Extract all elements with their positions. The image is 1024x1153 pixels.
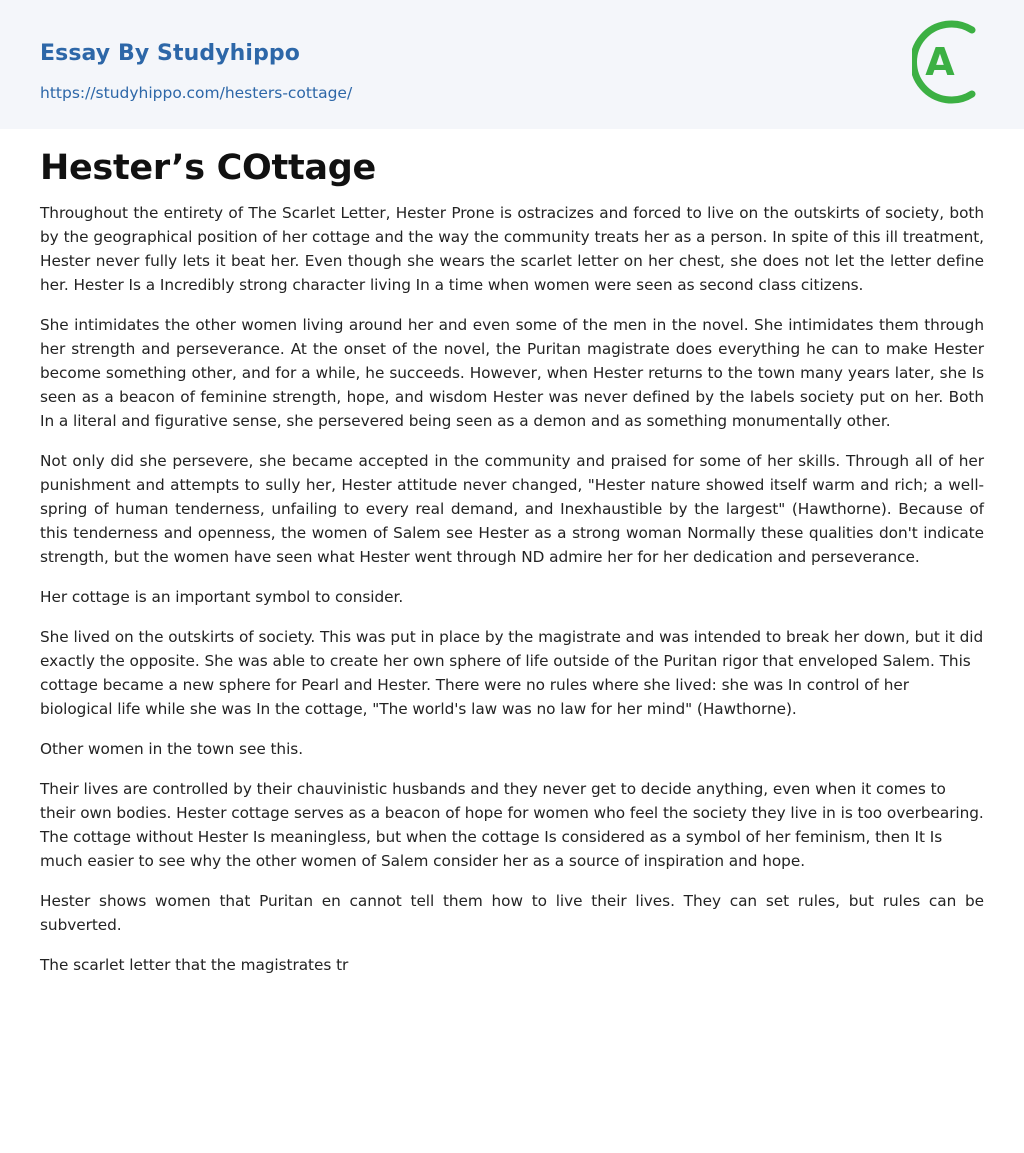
essay-paragraph: Other women in the town see this.: [40, 740, 304, 758]
brand-title[interactable]: Essay By Studyhippo: [40, 41, 300, 66]
logo-letter: A: [925, 40, 955, 84]
essay-paragraph: Not only did she persevere, she became accepted in the community and praised for some of her skills. Through all of her punishment and attempts to sully her, Hester attitude never changed, "Hester nature showed itself warm and rich; a well-spring of human tenderness, unfailing to every real demand, and Inexhaustible by the largest" (Hawthorne). Because of this tenderness and openness, the women of Salem see Hester as a strong woman Normally these qualities don't indicate strength, but the women have seen what Hester went through ND admire her for her dedication and perseverance.: [40, 452, 984, 566]
studyhippo-logo-icon[interactable]: [912, 18, 988, 106]
essay-paragraph: Her cottage is an important symbol to consider.: [40, 588, 404, 606]
essay-paragraph: She lived on the outskirts of society. This was put in place by the magistrate and was intended to break her down, but it did exactly the opposite. She was able to create her own sphere of life outside of the Puritan rigor that enveloped Salem. This cottage became a new sphere for Pearl and Hester. There were no rules where she lived: she was In control of her biological life while she was In the cottage, "The world's law was no law for her mind" (Hawthorne).: [40, 628, 984, 718]
essay-paragraph: The scarlet letter that the magistrates tr: [40, 956, 349, 974]
essay-paragraph: She intimidates the other women living around her and even some of the men in the novel. She intimidates them through her strength and perseverance. At the onset of the novel, the Puritan magistrate does everything he can to make Hester become something other, and for a while, he succeeds. However, when Hester returns to the town many years later, she Is seen as a beacon of feminine strength, hope, and wisdom Hester was never defined by the labels society put on her. Both In a literal and figurative sense, she persevered being seen as a demon and as something monumentally other.: [40, 316, 984, 430]
source-url-link[interactable]: https://studyhippo.com/hesters-cottage/: [40, 84, 353, 102]
essay-paragraph: Hester shows women that Puritan en cannot tell them how to live their lives. They can set rules, but rules can be subverted.: [40, 892, 984, 934]
essay-title: Hester’s COttage: [40, 148, 376, 188]
essay-paragraph: Their lives are controlled by their chauvinistic husbands and they never get to decide anything, even when it comes to their own bodies. Hester cottage serves as a beacon of hope for women who feel the society they live in is too overbearing. The cottage without Hester Is meaningless, but when the cottage Is considered as a symbol of her feminism, then It Is much easier to see why the other women of Salem consider her as a source of inspiration and hope.: [40, 780, 984, 870]
essay-paragraph: Throughout the entirety of The Scarlet Letter, Hester Prone is ostracizes and forced to live on the outskirts of society, both by the geographical position of her cottage and the way the community treats her as a person. In spite of this ill treatment, Hester never fully lets it beat her. Even though she wears the scarlet letter on her chest, she does not let the letter define her. Hester Is a Incredibly strong character living In a time when women were seen as second class citizens.: [40, 204, 984, 294]
essay-body: [40, 201, 984, 993]
